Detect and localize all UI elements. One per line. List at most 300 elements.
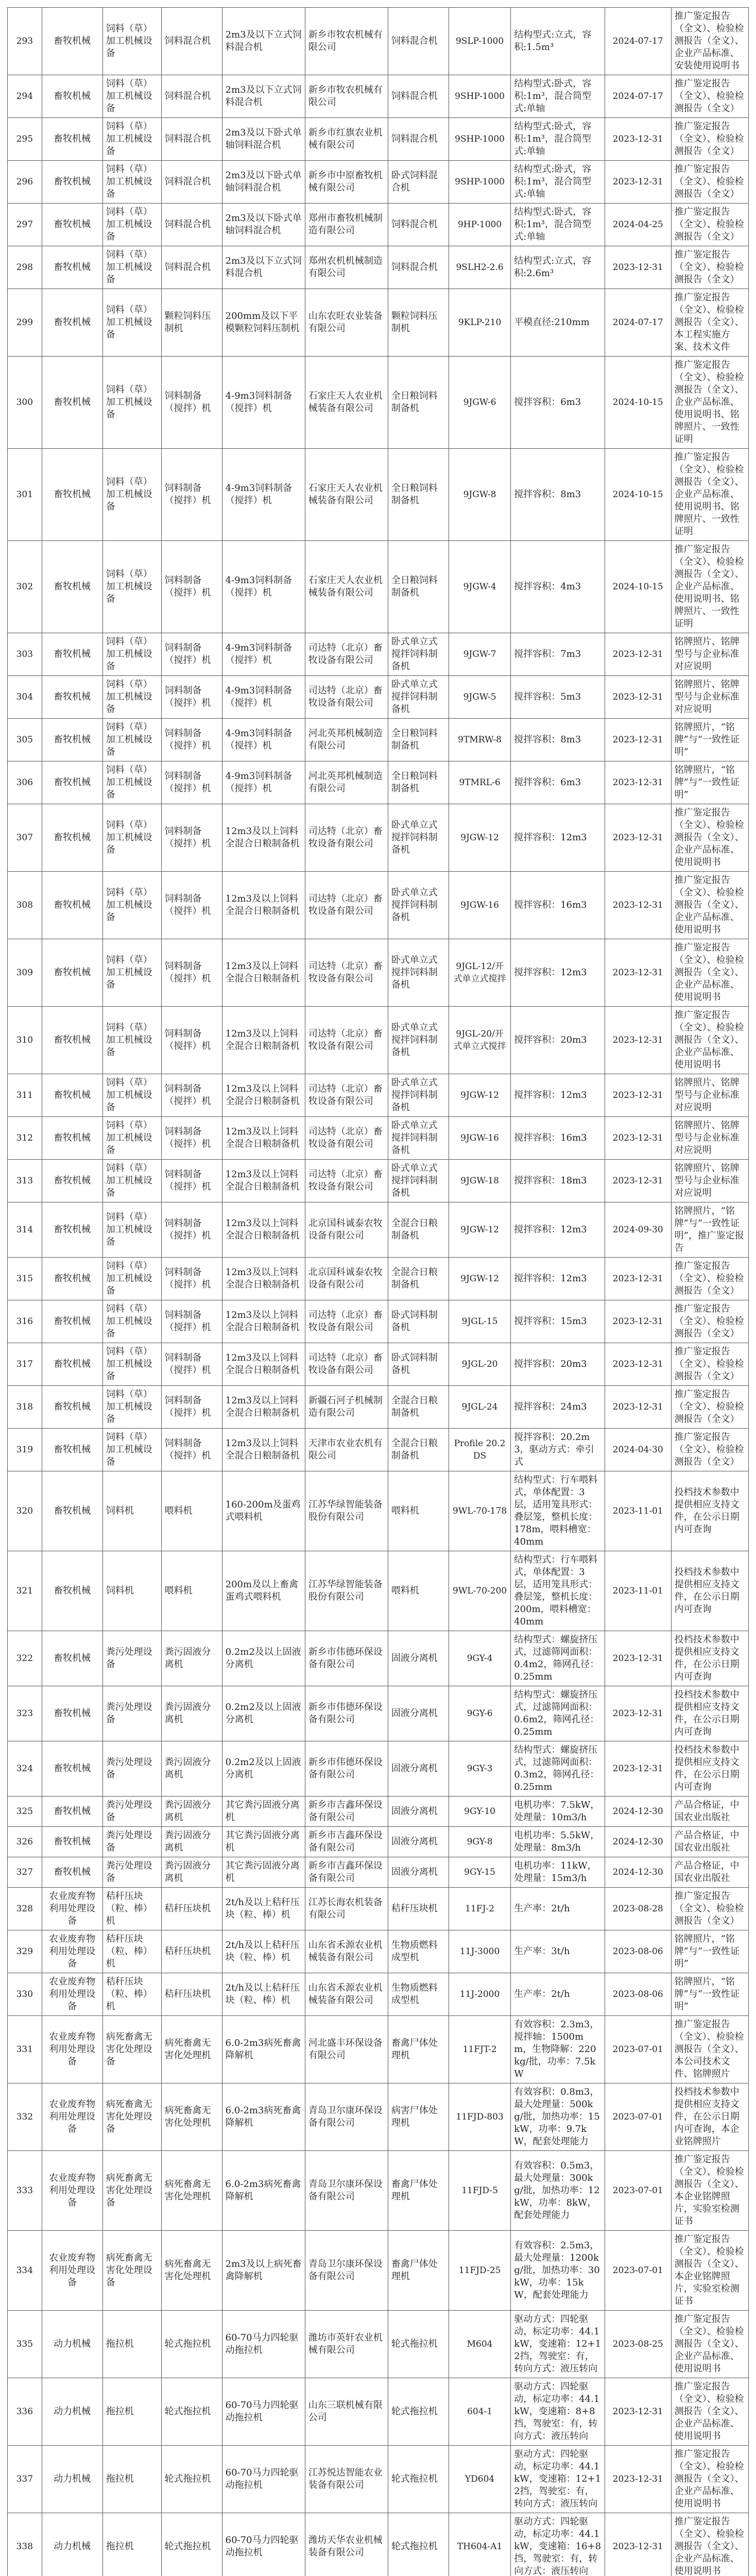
product-name-cell: 卧式单立式搅拌饲料制备机 [388, 1074, 449, 1117]
manufacturer-cell: 新疆石河子机械制造有限公司 [305, 1386, 388, 1429]
params-cell: 平模直径:210mm [511, 289, 605, 357]
model-cell: 9JGL-15 [449, 1300, 510, 1343]
table-row [8, 804, 749, 872]
table-row [8, 2151, 749, 2231]
manufacturer-cell: 青岛卫尔康环保设备有限公司 [305, 2083, 388, 2151]
params-cell: 结构型式：螺旋挤压式，过滤筛网面积：0.3m2，筛网孔径：0.25mm [511, 1741, 605, 1797]
class-cell: 饲料（草）加工机械设备 [102, 1007, 161, 1074]
manufacturer-cell: 司达特（北京）畜牧设备有限公司 [305, 939, 388, 1007]
category-cell: 畜牧机械 [42, 1797, 102, 1827]
params-cell: 搅拌容积：8m3 [511, 449, 605, 541]
params-cell: 搅拌容积：16m3 [511, 872, 605, 939]
params-cell: 结构型式：螺旋挤压式，过滤筛网面积：0.6m2，筛网孔径：0.25mm [511, 1686, 605, 1741]
product-name-cell: 卧式饲料制备机 [388, 1300, 449, 1343]
note-cell: 推广鉴定报告（全文）、检验检测报告（全文） [671, 1386, 748, 1429]
date-cell: 2024-07-17 [605, 75, 671, 118]
model-cell: 9GY-8 [449, 1827, 510, 1857]
date-cell: 2023-12-31 [605, 1686, 671, 1741]
row-number-cell: 312 [8, 1117, 42, 1160]
date-cell: 2024-10-15 [605, 449, 671, 541]
category-cell: 畜牧机械 [42, 1631, 102, 1686]
model-cell: 11FJT-2 [449, 2016, 510, 2083]
class-cell: 秸秆压块（粒、棒）机 [102, 1930, 161, 1973]
item-name-cell: 2m3及以下立式饲料混合机 [222, 8, 305, 75]
product-name-cell: 卧式饲料制备机 [388, 1343, 449, 1386]
row-number-cell: 315 [8, 1258, 42, 1300]
manufacturer-cell: 山东省禾源农业机械装备有限公司 [305, 1973, 388, 2016]
params-cell: 电机功率：5.5kW，处理量：8m3/h [511, 1827, 605, 1857]
item-name-cell: 2t/h及以上秸秆压块（粒、棒）机 [222, 1888, 305, 1930]
row-number-cell: 330 [8, 1973, 42, 2016]
model-cell: 9SHP-1000 [449, 75, 510, 118]
model-cell: 9KLP-210 [449, 289, 510, 357]
class-cell: 饲料（草）加工机械设备 [102, 1429, 161, 1471]
product-name-cell: 轮式拖拉机 [388, 2513, 449, 2576]
params-cell: 生产率：2t/h [511, 1973, 605, 2016]
manufacturer-cell: 新乡市吉鑫环保设备有限公司 [305, 1857, 388, 1888]
date-cell: 2024-04-30 [605, 1429, 671, 1471]
type-cell: 饲料混合机 [161, 204, 222, 246]
model-cell: YD604 [449, 2446, 510, 2513]
model-cell: 11J-3000 [449, 1930, 510, 1973]
params-cell: 有效容积：2.5m3，最大处理量：1200kg/批，加热功率：30kW，功率：15kW，配套处理能力 [511, 2231, 605, 2311]
table-row [8, 1300, 749, 1343]
category-cell: 动力机械 [42, 2378, 102, 2446]
class-cell: 饲料（草）加工机械设备 [102, 1160, 161, 1202]
product-name-cell: 饲料混合机 [388, 75, 449, 118]
table-row [8, 719, 749, 761]
row-number-cell: 334 [8, 2231, 42, 2311]
model-cell: 604-1 [449, 2378, 510, 2446]
item-name-cell: 2t/h及以上秸秆压块（粒、棒）机 [222, 1973, 305, 2016]
product-name-cell: 饲料混合机 [388, 8, 449, 75]
table-row [8, 872, 749, 939]
product-name-cell: 轮式拖拉机 [388, 2311, 449, 2378]
params-cell: 搅拌容积：5m3 [511, 676, 605, 719]
item-name-cell: 4-9m3饲料制备（搅拌）机 [222, 449, 305, 541]
table-row [8, 2016, 749, 2083]
item-name-cell: 160-200m及蛋鸡式喂料机 [222, 1471, 305, 1551]
params-cell: 驱动方式：四轮驱动，标定功率：44.1kW，变速箱：16+8挡，驾驶室：有，转向方式：液压转向 [511, 2513, 605, 2576]
item-name-cell: 4-9m3饲料制备（搅拌）机 [222, 357, 305, 449]
item-name-cell: 4-9m3饲料制备（搅拌）机 [222, 541, 305, 633]
category-cell: 畜牧机械 [42, 1343, 102, 1386]
table-row [8, 118, 749, 161]
manufacturer-cell: 潍坊天华农业机械装备有限公司 [305, 2513, 388, 2576]
product-name-cell: 固液分离机 [388, 1797, 449, 1827]
class-cell: 粪污处理设备 [102, 1686, 161, 1741]
table-row [8, 2311, 749, 2378]
model-cell: 9JGL-24 [449, 1386, 510, 1429]
date-cell: 2024-07-17 [605, 289, 671, 357]
manufacturer-cell: 司达特（北京）畜牧设备有限公司 [305, 1074, 388, 1117]
product-name-cell: 卧式单立式搅拌饲料制备机 [388, 872, 449, 939]
params-cell: 生产率：2t/h [511, 1888, 605, 1930]
row-number-cell: 327 [8, 1857, 42, 1888]
table-row [8, 1117, 749, 1160]
category-cell: 畜牧机械 [42, 1551, 102, 1631]
manufacturer-cell: 司达特（北京）畜牧设备有限公司 [305, 1300, 388, 1343]
date-cell: 2024-04-25 [605, 204, 671, 246]
table-row [8, 2446, 749, 2513]
product-name-cell: 固液分离机 [388, 1741, 449, 1797]
note-cell: 铭牌照片，“铭牌”与“一致性证明” [671, 1973, 748, 2016]
item-name-cell: 12m3及以上饲料全混合日粮制备机 [222, 1117, 305, 1160]
model-cell: 9JGW-7 [449, 633, 510, 676]
params-cell: 结构型式:立式，容积:1.5m³ [511, 8, 605, 75]
params-cell: 有效容积：0.5m3，最大处理量：300kg/批，加热功率：12kW，功率：8kW，配套处理能力 [511, 2151, 605, 2231]
date-cell: 2023-12-31 [605, 1631, 671, 1686]
type-cell: 秸秆压块机 [161, 1973, 222, 2016]
row-number-cell: 294 [8, 75, 42, 118]
model-cell: 9JGW-18 [449, 1160, 510, 1202]
date-cell: 2023-12-31 [605, 1300, 671, 1343]
class-cell: 饲料（草）加工机械设备 [102, 1202, 161, 1258]
date-cell: 2023-12-31 [605, 1386, 671, 1429]
table-row [8, 2083, 749, 2151]
manufacturer-cell: 江苏悦达智能农业装备有限公司 [305, 2446, 388, 2513]
item-name-cell: 60-70马力四轮驱动拖拉机 [222, 2311, 305, 2378]
note-cell: 投档技术参数中提供相应支持文件，在公示日期内可查询 [671, 1631, 748, 1686]
date-cell: 2023-12-31 [605, 804, 671, 872]
date-cell: 2024-12-30 [605, 1857, 671, 1888]
date-cell: 2023-12-31 [605, 719, 671, 761]
row-number-cell: 295 [8, 118, 42, 161]
model-cell: 9TMRL-6 [449, 761, 510, 804]
date-cell: 2023-12-31 [605, 1074, 671, 1117]
item-name-cell: 6.0-2m3病死畜禽降解机 [222, 2083, 305, 2151]
params-cell: 结构型式:立式，容积:2.6m³ [511, 246, 605, 289]
type-cell: 粪污固液分离机 [161, 1827, 222, 1857]
note-cell: 推广鉴定报告（全文）、检验检测报告（全文）、企业产品标准、使用说明书、铭牌照片、一致性证明 [671, 449, 748, 541]
row-number-cell: 310 [8, 1007, 42, 1074]
category-cell: 动力机械 [42, 2513, 102, 2576]
date-cell: 2023-12-31 [605, 761, 671, 804]
manufacturer-cell: 新乡市红旗农业机械有限公司 [305, 118, 388, 161]
class-cell: 饲料（草）加工机械设备 [102, 541, 161, 633]
params-cell: 电机功率：7.5kW，处理量：10m3/h [511, 1797, 605, 1827]
item-name-cell: 12m3及以上饲料全混合日粮制备机 [222, 1074, 305, 1117]
date-cell: 2023-12-31 [605, 1117, 671, 1160]
model-cell: 9JGW-8 [449, 449, 510, 541]
category-cell: 畜牧机械 [42, 1300, 102, 1343]
product-name-cell: 全日粮饲料制备机 [388, 541, 449, 633]
note-cell: 铭牌照片、铭牌型号与企业标准对应说明 [671, 1074, 748, 1117]
category-cell: 畜牧机械 [42, 719, 102, 761]
manufacturer-cell: 郑州农机机械制造有限公司 [305, 246, 388, 289]
item-name-cell: 12m3及以上饲料全混合日粮制备机 [222, 1343, 305, 1386]
product-name-cell: 生物质燃料成型机 [388, 1973, 449, 2016]
model-cell: M604 [449, 2311, 510, 2378]
type-cell: 粪污固液分离机 [161, 1631, 222, 1686]
type-cell: 饲料制备（搅拌）机 [161, 761, 222, 804]
class-cell: 秸秆压块（粒、棒）机 [102, 1973, 161, 2016]
manufacturer-cell: 石家庄天人农业机械装备有限公司 [305, 449, 388, 541]
category-cell: 畜牧机械 [42, 761, 102, 804]
type-cell: 饲料制备（搅拌）机 [161, 1160, 222, 1202]
note-cell: 投档技术参数中提供相应支持文件，在公示日期内可查询 [671, 1741, 748, 1797]
item-name-cell: 12m3及以上饲料全混合日粮制备机 [222, 1258, 305, 1300]
class-cell: 病死畜禽无害化处理设备 [102, 2083, 161, 2151]
row-number-cell: 325 [8, 1797, 42, 1827]
class-cell: 饲料机 [102, 1471, 161, 1551]
note-cell: 推广鉴定报告（全文）、检验检测报告（全文） [671, 1888, 748, 1930]
product-name-cell: 卧式单立式搅拌饲料制备机 [388, 939, 449, 1007]
table-row [8, 1827, 749, 1857]
item-name-cell: 2m3及以下卧式单轴饲料混合机 [222, 161, 305, 204]
type-cell: 饲料制备（搅拌）机 [161, 939, 222, 1007]
table-row [8, 1258, 749, 1300]
category-cell: 动力机械 [42, 2311, 102, 2378]
manufacturer-cell: 新乡市吉鑫环保设备有限公司 [305, 1827, 388, 1857]
manufacturer-cell: 新乡市牧农机械有限公司 [305, 75, 388, 118]
model-cell: 9JGW-12 [449, 1258, 510, 1300]
category-cell: 畜牧机械 [42, 1160, 102, 1202]
row-number-cell: 293 [8, 8, 42, 75]
type-cell: 轮式拖拉机 [161, 2311, 222, 2378]
model-cell: 9WL-70-178 [449, 1471, 510, 1551]
model-cell: 11FJ-2 [449, 1888, 510, 1930]
note-cell: 推广鉴定报告（全文）、检验检测报告（全文） [671, 75, 748, 118]
class-cell: 秸秆压块（粒、棒）机 [102, 1888, 161, 1930]
note-cell: 推广鉴定报告（全文）、检验检测报告（全文）、企业产品标准、使用说明书 [671, 2513, 748, 2576]
params-cell: 搅拌容积：12m3 [511, 1258, 605, 1300]
item-name-cell: 12m3及以上饲料全混合日粮制备机 [222, 1007, 305, 1074]
category-cell: 畜牧机械 [42, 449, 102, 541]
item-name-cell: 6.0-2m3病死畜禽降解机 [222, 2016, 305, 2083]
category-cell: 畜牧机械 [42, 939, 102, 1007]
item-name-cell: 2m3及以下立式饲料混合机 [222, 75, 305, 118]
class-cell: 拖拉机 [102, 2378, 161, 2446]
model-cell: 9GY-3 [449, 1741, 510, 1797]
table-row [8, 8, 749, 75]
class-cell: 饲料（草）加工机械设备 [102, 1343, 161, 1386]
item-name-cell: 60-70马力四轮驱动拖拉机 [222, 2446, 305, 2513]
row-number-cell: 314 [8, 1202, 42, 1258]
note-cell: 推广鉴定报告（全文）、检验检测报告（全文）、企业产品标准、使用说明书 [671, 804, 748, 872]
note-cell: 铭牌照片、铭牌型号与企业标准对应说明 [671, 1160, 748, 1202]
model-cell: 9GY-10 [449, 1797, 510, 1827]
product-name-cell: 卧式单立式搅拌饲料制备机 [388, 633, 449, 676]
date-cell: 2023-12-31 [605, 1741, 671, 1797]
row-number-cell: 335 [8, 2311, 42, 2378]
params-cell: 搅拌容积：12m3 [511, 939, 605, 1007]
item-name-cell: 4-9m3饲料制备（搅拌）机 [222, 633, 305, 676]
params-cell: 结构型式:卧式，容积:1m³，混合筒型式:单轴 [511, 161, 605, 204]
product-name-cell: 固液分离机 [388, 1686, 449, 1741]
category-cell: 畜牧机械 [42, 1117, 102, 1160]
note-cell: 推广鉴定报告（全文）、检验检测报告（全文）、企业产品标准、使用说明书、铭牌照片、一致性证明 [671, 541, 748, 633]
item-name-cell: 200mm及以下平模颗粒饲料压制机 [222, 289, 305, 357]
item-name-cell: 12m3及以上饲料全混合日粮制备机 [222, 872, 305, 939]
item-name-cell: 12m3及以上饲料全混合日粮制备机 [222, 804, 305, 872]
manufacturer-cell: 河北盛丰环保设备有限公司 [305, 2016, 388, 2083]
type-cell: 饲料制备（搅拌）机 [161, 676, 222, 719]
category-cell: 畜牧机械 [42, 1074, 102, 1117]
class-cell: 饲料（草）加工机械设备 [102, 1300, 161, 1343]
manufacturer-cell: 河北英邦机械制造有限公司 [305, 719, 388, 761]
note-cell: 铭牌照片、铭牌型号与企业标准对应说明 [671, 633, 748, 676]
note-cell: 推广鉴定报告（全文）、检验检测报告（全文） [671, 118, 748, 161]
product-name-cell: 卧式单立式搅拌饲料制备机 [388, 1007, 449, 1074]
table-row [8, 1741, 749, 1797]
class-cell: 拖拉机 [102, 2446, 161, 2513]
product-name-cell: 卧式单立式搅拌饲料制备机 [388, 804, 449, 872]
class-cell: 饲料（草）加工机械设备 [102, 1117, 161, 1160]
product-name-cell: 轮式拖拉机 [388, 2378, 449, 2446]
model-cell: Profile 20.2 DS [449, 1429, 510, 1471]
note-cell: 产品合格证，中国农业出版社 [671, 1797, 748, 1827]
note-cell: 推广鉴定报告（全文）、检验检测报告（全文） [671, 161, 748, 204]
model-cell: 9HP-1000 [449, 204, 510, 246]
item-name-cell: 0.2m2及以上固液分离机 [222, 1631, 305, 1686]
date-cell: 2023-12-31 [605, 2446, 671, 2513]
model-cell: 9GY-4 [449, 1631, 510, 1686]
product-name-cell: 全混合日粮制备机 [388, 1258, 449, 1300]
category-cell: 农业废弃物利用处理设备 [42, 1973, 102, 2016]
product-name-cell: 全混合日粮制备机 [388, 1202, 449, 1258]
type-cell: 秸秆压块机 [161, 1888, 222, 1930]
class-cell: 饲料（草）加工机械设备 [102, 161, 161, 204]
date-cell: 2024-12-30 [605, 1797, 671, 1827]
manufacturer-cell: 司达特（北京）畜牧设备有限公司 [305, 676, 388, 719]
manufacturer-cell: 司达特（北京）畜牧设备有限公司 [305, 804, 388, 872]
class-cell: 饲料（草）加工机械设备 [102, 761, 161, 804]
manufacturer-cell: 青岛卫尔康环保设备有限公司 [305, 2151, 388, 2231]
table-row [8, 2513, 749, 2576]
table-row [8, 1160, 749, 1202]
manufacturer-cell: 山东三联机械有限公司 [305, 2378, 388, 2446]
date-cell: 2023-12-31 [605, 633, 671, 676]
date-cell: 2023-12-31 [605, 872, 671, 939]
note-cell: 推广鉴定报告（全文）、检验检测报告（全文） [671, 1258, 748, 1300]
table-row [8, 1973, 749, 2016]
item-name-cell: 4-9m3饲料制备（搅拌）机 [222, 719, 305, 761]
row-number-cell: 326 [8, 1827, 42, 1857]
product-name-cell: 颗粒饲料压制机 [388, 289, 449, 357]
row-number-cell: 321 [8, 1551, 42, 1631]
manufacturer-cell: 北京国科诚泰农牧设备有限公司 [305, 1258, 388, 1300]
row-number-cell: 316 [8, 1300, 42, 1343]
class-cell: 饲料（草）加工机械设备 [102, 449, 161, 541]
category-cell: 畜牧机械 [42, 75, 102, 118]
type-cell: 饲料制备（搅拌）机 [161, 1429, 222, 1471]
note-cell: 推广鉴定报告（全文）、检验检测报告（全文） [671, 1429, 748, 1471]
row-number-cell: 313 [8, 1160, 42, 1202]
params-cell: 搅拌容积：18m3 [511, 1160, 605, 1202]
params-cell: 搅拌容积：7m3 [511, 633, 605, 676]
category-cell: 畜牧机械 [42, 872, 102, 939]
table-row [8, 1857, 749, 1888]
table-row [8, 1686, 749, 1741]
row-number-cell: 337 [8, 2446, 42, 2513]
type-cell: 喂料机 [161, 1551, 222, 1631]
product-name-cell: 喂料机 [388, 1551, 449, 1631]
row-number-cell: 303 [8, 633, 42, 676]
manufacturer-cell: 司达特（北京）畜牧设备有限公司 [305, 633, 388, 676]
row-number-cell: 318 [8, 1386, 42, 1429]
category-cell: 畜牧机械 [42, 633, 102, 676]
type-cell: 轮式拖拉机 [161, 2378, 222, 2446]
type-cell: 饲料制备（搅拌）机 [161, 872, 222, 939]
manufacturer-cell: 河北英邦机械制造有限公司 [305, 761, 388, 804]
class-cell: 粪污处理设备 [102, 1797, 161, 1827]
category-cell: 畜牧机械 [42, 1827, 102, 1857]
product-name-cell: 全日粮饲料制备机 [388, 719, 449, 761]
class-cell: 饲料（草）加工机械设备 [102, 719, 161, 761]
item-name-cell: 60-70马力四轮驱动拖拉机 [222, 2513, 305, 2576]
model-cell: 11J-2000 [449, 1973, 510, 2016]
note-cell: 推广鉴定报告（全文）、检验检测报告（全文）、本公司技术文件、铭牌照片 [671, 2016, 748, 2083]
row-number-cell: 296 [8, 161, 42, 204]
row-number-cell: 333 [8, 2151, 42, 2231]
class-cell: 拖拉机 [102, 2513, 161, 2576]
type-cell: 病死畜禽无害化处理机 [161, 2016, 222, 2083]
note-cell: 推广鉴定报告（全文）、检验检测报告（全文）、企业产品标准、使用说明书 [671, 1007, 748, 1074]
note-cell: 推广鉴定报告（全文）、检验检测报告（全文） [671, 204, 748, 246]
type-cell: 饲料制备（搅拌）机 [161, 633, 222, 676]
type-cell: 饲料混合机 [161, 246, 222, 289]
note-cell: 推广鉴定报告（全文）、检验检测报告（全文）、企业产品标准、使用说明书 [671, 2378, 748, 2446]
note-cell: 推广鉴定报告（全文）、检验检测报告（全文）、企业产品标准、使用说明书 [671, 872, 748, 939]
type-cell: 饲料制备（搅拌）机 [161, 1386, 222, 1429]
item-name-cell: 4-9m3饲料制备（搅拌）机 [222, 676, 305, 719]
item-name-cell: 其它粪污固液分离机 [222, 1827, 305, 1857]
params-cell: 搅拌容积：20.2m3，驱动方式：牵引式 [511, 1429, 605, 1471]
params-cell: 结构型式：行车喂料式，单体配置：3层，适用笼具形式：叠层笼，整机长度：200m，喂料槽宽：40mm [511, 1551, 605, 1631]
manufacturer-cell: 新乡市伟德环保设备有限公司 [305, 1631, 388, 1686]
product-name-cell: 全混合日粮制备机 [388, 1386, 449, 1429]
model-cell: 9JGW-16 [449, 1117, 510, 1160]
category-cell: 畜牧机械 [42, 289, 102, 357]
model-cell: 9JGW-12 [449, 804, 510, 872]
row-number-cell: 311 [8, 1074, 42, 1117]
row-number-cell: 323 [8, 1686, 42, 1741]
type-cell: 粪污固液分离机 [161, 1857, 222, 1888]
product-name-cell: 全日粮饲料制备机 [388, 357, 449, 449]
product-name-cell: 全混合日粮制备机 [388, 1429, 449, 1471]
class-cell: 病死畜禽无害化处理设备 [102, 2231, 161, 2311]
row-number-cell: 328 [8, 1888, 42, 1930]
type-cell: 饲料制备（搅拌）机 [161, 541, 222, 633]
params-cell: 有效容积：0.8m3，最大处理量：500kg/批，加热功率：15kW，功率：9.7kW，配套处理能力 [511, 2083, 605, 2151]
model-cell: 11FJD-25 [449, 2231, 510, 2311]
row-number-cell: 299 [8, 289, 42, 357]
product-name-cell: 饲料混合机 [388, 118, 449, 161]
item-name-cell: 其它粪污固液分离机 [222, 1797, 305, 1827]
note-cell: 铭牌照片、铭牌型号与企业标准对应说明 [671, 676, 748, 719]
product-name-cell: 固液分离机 [388, 1857, 449, 1888]
table-row [8, 1074, 749, 1117]
date-cell: 2024-09-30 [605, 1202, 671, 1258]
item-name-cell: 0.2m2及以上固液分离机 [222, 1686, 305, 1741]
class-cell: 饲料（草）加工机械设备 [102, 1074, 161, 1117]
class-cell: 饲料（草）加工机械设备 [102, 676, 161, 719]
subsidy-product-table-sheet [7, 7, 749, 2576]
class-cell: 粪污处理设备 [102, 1827, 161, 1857]
row-number-cell: 320 [8, 1471, 42, 1551]
item-name-cell: 12m3及以上饲料全混合日粮制备机 [222, 1160, 305, 1202]
date-cell: 2023-12-31 [605, 2378, 671, 2446]
row-number-cell: 301 [8, 449, 42, 541]
model-cell: 9JGL-12/开式单立式搅拌 [449, 939, 510, 1007]
model-cell: 9SHP-1000 [449, 118, 510, 161]
item-name-cell: 2t/h及以上秸秆压块（粒、棒）机 [222, 1930, 305, 1973]
date-cell: 2023-12-31 [605, 1343, 671, 1386]
model-cell: 9JGW-12 [449, 1202, 510, 1258]
type-cell: 饲料混合机 [161, 118, 222, 161]
class-cell: 饲料（草）加工机械设备 [102, 1386, 161, 1429]
